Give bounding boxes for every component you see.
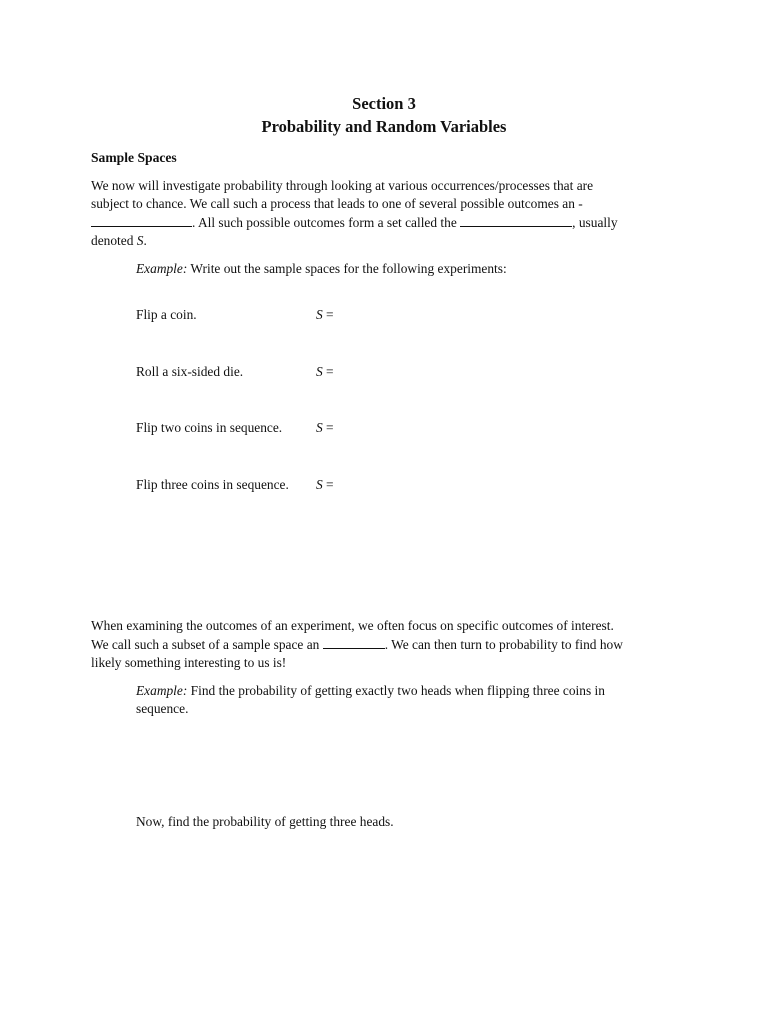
paragraph-text: We call such a subset of a sample space an	[91, 637, 320, 652]
equals-sign: =	[322, 364, 334, 379]
paragraph-text: denoted	[91, 233, 137, 248]
paragraph-text: . All such possible outcomes form a set called the	[192, 215, 457, 230]
paragraph-line	[91, 213, 681, 232]
experiment-label: Flip a coin.	[136, 307, 197, 322]
three-heads-prompt: Now, find the probability of getting three heads.	[136, 814, 394, 829]
s-symbol: S	[316, 477, 323, 492]
s-symbol: S	[316, 420, 323, 435]
paragraph-line	[91, 232, 681, 250]
sample-spaces-paragraph	[91, 177, 681, 250]
example-line: sequence.	[136, 701, 189, 716]
sample-space-answer	[316, 419, 334, 437]
paragraph-line: When examining the outcomes of an experiment, we often focus on specific outcomes of interest.	[91, 618, 614, 633]
s-symbol: S	[316, 307, 323, 322]
s-symbol: S	[316, 364, 323, 379]
section-subtitle: Probability and Random Variables	[261, 117, 507, 136]
experiment-label: Flip three coins in sequence.	[136, 477, 289, 492]
paragraph-text: .	[143, 233, 147, 248]
equals-sign: =	[322, 477, 334, 492]
sample-space-answer	[316, 363, 334, 381]
experiment-label: Flip two coins in sequence.	[136, 420, 283, 435]
section-title: Section 3	[352, 94, 416, 113]
fill-in-blank	[460, 213, 572, 227]
example-text: Find the probability of getting exactly two heads when flipping three coins in	[187, 683, 605, 698]
experiment-label: Roll a six-sided die.	[136, 364, 244, 379]
paragraph-line: likely something interesting to us is!	[91, 655, 287, 670]
sample-space-symbol: S	[136, 233, 144, 248]
fill-in-blank	[91, 213, 192, 227]
paragraph-line: subject to chance. We call such a process that leads to one of several possible outcomes an -	[91, 196, 583, 211]
paragraph-line: We now will investigate probability through looking at various occurrences/processes that are	[91, 178, 594, 193]
paragraph-text: . We can then turn to probability to find how	[384, 637, 623, 652]
example-label: Example:	[136, 261, 188, 276]
sample-space-example	[136, 260, 676, 278]
sample-spaces-heading: Sample Spaces	[91, 150, 177, 165]
event-probability-example	[136, 682, 676, 718]
fill-in-blank	[323, 635, 385, 649]
sample-space-answer	[316, 476, 334, 494]
paragraph-text: , usually	[572, 215, 618, 230]
example-text: Write out the sample spaces for the following experiments:	[187, 261, 507, 276]
example-label: Example:	[136, 683, 188, 698]
equals-sign: =	[322, 307, 334, 322]
example-line	[136, 682, 676, 700]
sample-space-answer	[316, 306, 334, 324]
events-paragraph	[91, 617, 681, 672]
equals-sign: =	[322, 420, 334, 435]
paragraph-line	[91, 635, 681, 654]
